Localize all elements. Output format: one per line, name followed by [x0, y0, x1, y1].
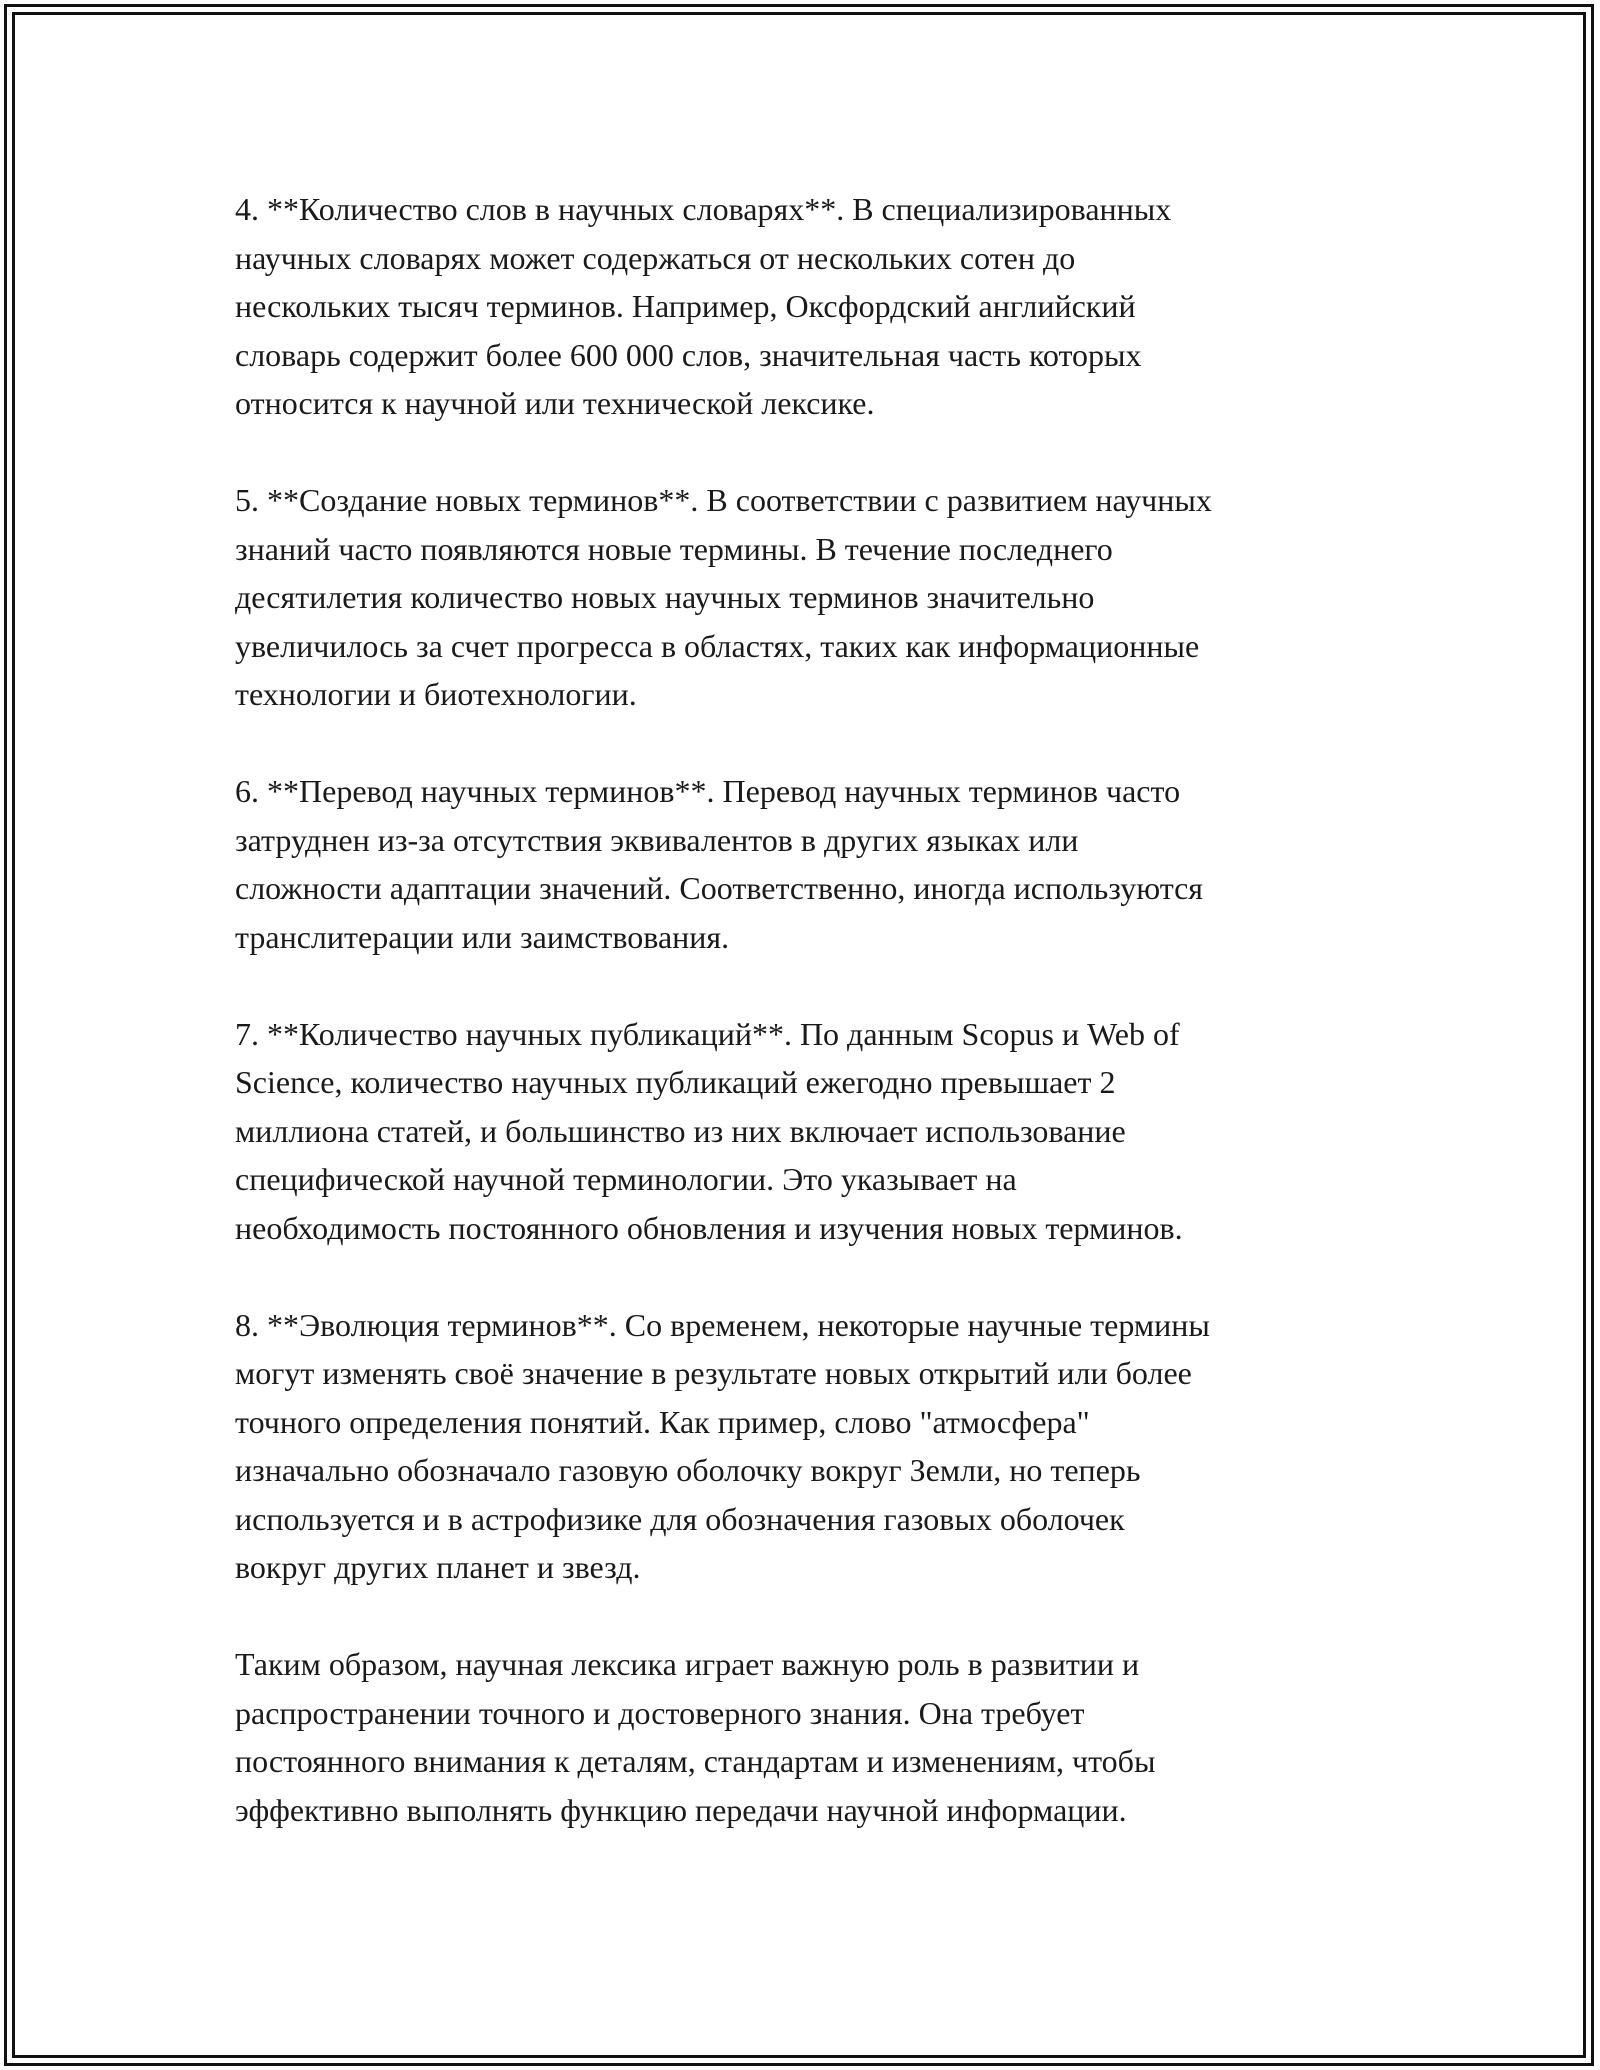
paragraph-term-translation: 6. **Перевод научных терминов**. Перевод научных терминов часто затруднен из-за отсутствия эквивалентов в других языках или сложности адаптации значений. Соответственно, иногда используются транслитерации или заимствования.	[235, 773, 1203, 955]
document-body	[235, 185, 1415, 1883]
paragraph-dictionary-word-count: 4. **Количество слов в научных словарях**. В специализированных научных словарях может содержаться от нескольких сотен до нескольких тысяч терминов. Например, Оксфордский английский словарь содержит более 600 000 слов, значительная часть которых относится к научной или технической лексике.	[235, 191, 1172, 421]
paragraph-term-evolution: 8. **Эволюция терминов**. Со временем, некоторые научные термины могут изменять своё значение в результате новых открытий или более точного определения понятий. Как пример, слово "атмосфера" изначально обозначало газовую оболочку вокруг Земли, но теперь используется и в астрофизике для обозначения газовых оболочек вокруг других планет и звезд.	[235, 1306, 1210, 1585]
paragraph-new-terms-creation: 5. **Создание новых терминов**. В соответствии с развитием научных знаний часто появляются новые термины. В течение последнего десятилетия количество новых научных терминов значительно увеличилось за счет прогресса в областях, таких как информационные технологии и биотехнологии.	[235, 482, 1212, 712]
paragraph-publication-count: 7. **Количество научных публикаций**. По данным Scopus и Web of Science, количество научных публикаций ежегодно превышает 2 миллиона статей, и большинство из них включает использование специфической научной терминологии. Это указывает на необходимость постоянного обновления и изучения новых терминов.	[235, 1015, 1183, 1246]
paragraph-conclusion: Таким образом, научная лексика играет важную роль в развитии и распространении точного и достоверного знания. Она требует постоянного внимания к деталям, стандартам и изменениям, чтобы эффективно выполнять функцию передачи научной информации.	[235, 1646, 1156, 1828]
